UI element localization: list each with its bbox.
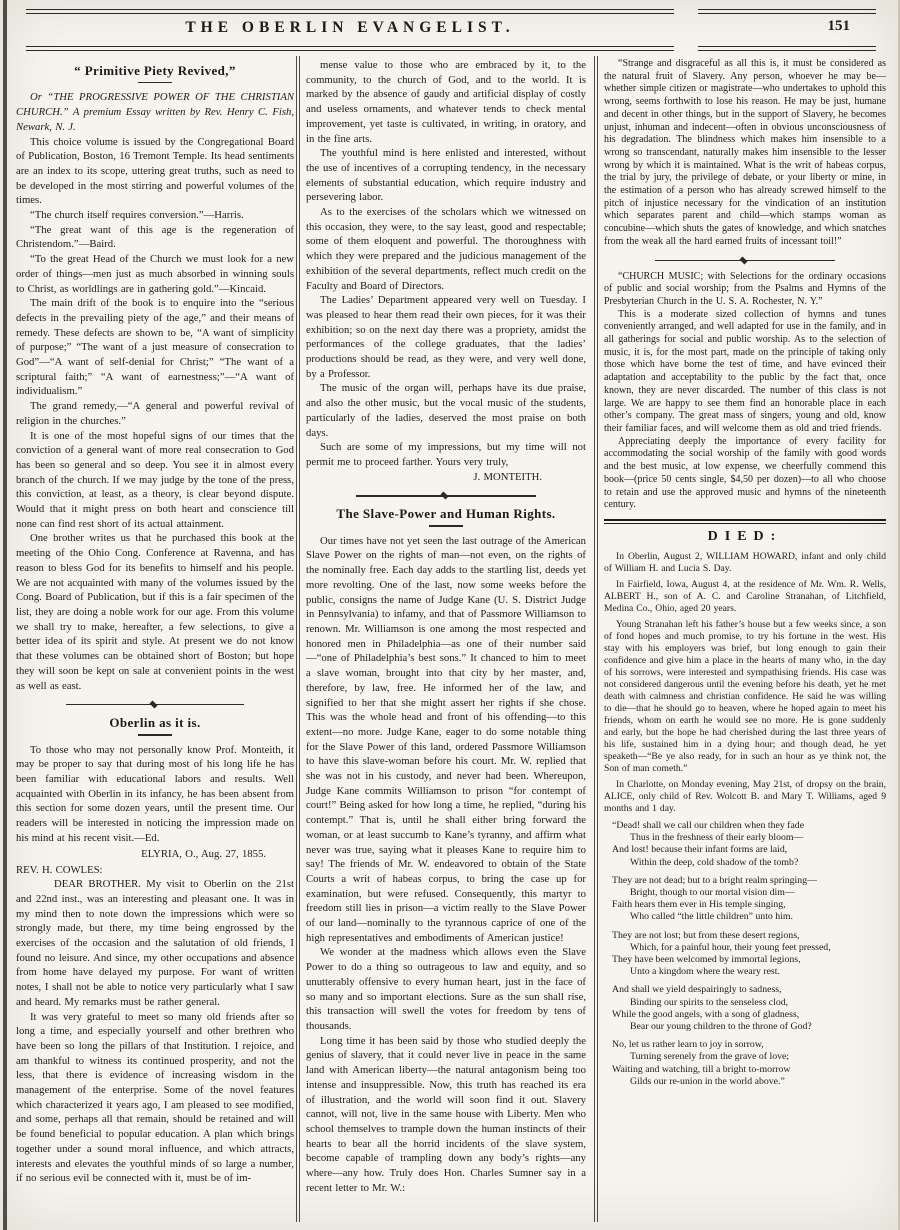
paragraph: This choice volume is issued by the Congregational Board of Publication, Boston, 16 Tremont Temple. Its head sentiments are an index to its scope, uttering great truths, such as need to be developed in the most stirring and powerful volumes of the times.: [16, 135, 294, 207]
poem-line: Bear our young children to the throne of God?: [630, 1020, 812, 1032]
letter-dateline: ELYRIA, O., Aug. 27, 1855.: [141, 847, 266, 860]
paragraph: The grand remedy,—“A general and powerful revival of religion in the churches.”: [16, 400, 294, 427]
memorial-poem: [604, 820, 886, 1088]
page-number: 151: [827, 18, 850, 34]
paragraph: This is a moderate sized collection of hymns and tunes conveniently arranged, and well adapted for use in the family, and in all gatherings for social and public worship. As to the selection of music, it is, for the most part, made on the principle of taking only those which have borne the test of time, and have evinced their adaptation and acceptability to the public by the fact that, once known, they are never discarded. The number of this class is not large. We are happy to see them find an honorable place in each other’s company. The great mass of singers, young and old, know their familiar faces, and will welcome them as old and tried friends.: [604, 308, 886, 434]
poem-line: Gilds our re-union in the world above.”: [630, 1075, 785, 1087]
poem-line: Binding our spirits to the senseless clod,: [630, 996, 789, 1008]
obituary-entry: In Fairfield, Iowa, August 4, at the residence of Mr. Wm. R. Wells, ALBERT H., son of A. C. and Caroline Stranahan, of Litchfield, Medina Co., Ohio, aged 20 years.: [604, 578, 886, 614]
poem-stanza: [604, 984, 886, 1033]
letter-salutation: REV. H. COWLES:: [16, 863, 103, 876]
paragraph: Long time it has been said by those who studied deeply the genius of slavery, that it could never live in peace in the same land with American liberty—the natural antagonism being too intense and insuppressible. Now, this truth has reached its era of illustration, and the world will soon find it out. Slavery cannot, will not, live in the same house with Liberty. Men who school themselves to trample down the human instincts of their hearts to bear all the horrid incidents of the slave system, become capable of trampling down any body’s rights—any where—any how. Truly does Hon. Charles Sumner say in a recent letter to Mr. W.:: [306, 1034, 586, 1194]
died-section-rule: [604, 519, 886, 524]
masthead-title: THE OBERLIN EVANGELIST.: [185, 19, 515, 36]
paragraph: It is one of the most hopeful signs of our times that the conviction of a general want of more real consecration to God has been so general and so deep. You see it in almost every branch of the church. If we may judge by the tone of the press, this conviction, at least, as a theory, is clear beyond dispute. Would that it might press on both heart and conscience till none can find rest short of its actual attainment.: [16, 429, 294, 530]
poem-line: They have been welcomed by immortal legions,: [612, 953, 801, 965]
poem-line: Bright, though to our mortal vision dim—: [630, 886, 795, 898]
paragraph: Such are some of my impressions, but my time will not permit me to proceed farther. Yours very truly,: [306, 441, 586, 468]
poem-line: And shall we yield despairingly to sadness,: [612, 984, 782, 996]
poem-line: No, let us rather learn to joy in sorrow,: [612, 1039, 764, 1051]
paragraph: “The church itself requires conversion.”—Harris.: [30, 209, 244, 222]
poem-line: They are not lost; but from these desert regions,: [612, 929, 800, 941]
poem-line: While the good angels, with a song of gladness,: [612, 1008, 800, 1020]
poem-line: Turning serenely from the grave of love;: [630, 1051, 790, 1063]
paragraph: It was very grateful to meet so many old friends after so long a time, and especially yourself and other brethren who have been so long the pillars of that Institution. I rejoice, and am thankful to witness its continued prosperity, and not the less, that there is evidence of increasing wisdom in the management of the enterprise. Some of the novel features which characterized it years ago, I am pleased to see modified, and some, perhaps all that remain, should be retained and will be found beneficial to popular education. A plan which brings together under a sound moral influence, and which attracts, interests and elevates the youthful minds of so large a number, if no serious evil be connected with it, must be of im-: [16, 1010, 294, 1185]
section-divider: [655, 256, 835, 265]
title-rule: [138, 82, 172, 83]
obituary-entry: Young Stranahan left his father’s house but a few weeks since, a son of fond hopes and much promise, to try his fortune in the west. His stay with his employers was brief, but long enough to gain their confidence and give him a place in the hearts of many who, in the day of his sorrows, were interested and sympathising friends. His case was not considered dangerous until the evening before his death, yet he met death with calmness and christian confidence. He said he was willing to die—that he should go to heaven, where he hoped again to meet his friends, whom on earth he would see no more. He is gone suddenly and early, but the hope he had cherished during the last three years of his life, sustained him in a dying hour; and though dead, he yet speaketh—“Be ye also ready, for in such an hour as ye think not, the Son of man cometh.”: [604, 618, 886, 774]
paragraph: As to the exercises of the scholars which we witnessed on this occasion, they were, to the say least, good and respectable; some of them eloquent and powerful. The thoroughness with which they were prepared and the judicious management of the exhibition of the several departments, reflect much credit on the Faculty and Board of Directors.: [306, 206, 586, 292]
header-rule-top-right: [698, 9, 876, 14]
paragraph: Our times have not yet seen the last outrage of the American Slave Power on the rights of man—not even, on the rights of the nominally free. Each day adds to the startling list, deeds yet more revolting. One of the last, now some weeks before the public, consigns the name of Judge Kane (U. S. District Judge in Pennsylvania) to infamy, and that of Passmore Williamson to renown. Mr. Williamson is one among the most respected and honored men in Philadelphia—as one of their number said—“one of Philadelphia’s best sons.” It chanced to him to meet a slave woman, brought into that city by her master, and, therefore, by law, free. He informed her of the law, and signified to her that she might assert her rights if she chose. This was the whole head and front of his offending—to this extent—no more. Judge Kane, eager to do some notable thing for the Slave Power of this land, ordered Passmore Williamson to have this slave-woman before his court. Mr. W. replied that she was not in his custody, and never had been. Whereupon, Judge Kane commits Williamson to prison “for contempt of court!” Being asked for how long a time, he replied, “during his contempt.” That is, until he shall either bring forward the woman, or at least succumb to Kane’s tyranny, and affirm what never was true, saying what it pleases Kane to require him to say! The friends of Mr. W. endeavored to obtain of the State Courts a writ of habeas corpus, to bring the case up for examination, but were refused. Consequently, this martyr to freedom still lies in prison—a victim really to the Slave Power of our land—nominally to the tyrannous caprice of one of the high representatives and embodiments of American justice!: [306, 534, 586, 944]
paragraph: DEAR BROTHER. My visit to Oberlin on the 21st and 22nd inst., was an interesting and pleasant one. It was in my mind then to note down the impressions which were so strongly made, but there, my time being engrossed by the exercises of the occasion and the salutation of old friends, I found no leisure. And since, my other occupations and absence from home have delayed my purpose. For want of written notes, I shall not be able to notice very particularly what I saw and heard. My remarks must be rather general.: [16, 878, 294, 1008]
poem-line: And lost! because their infant forms are laid,: [612, 844, 788, 856]
poem-line: They are not dead; but to a bright realm springing—: [612, 874, 817, 886]
paragraph: The music of the organ will, perhaps have its due praise, and also the other music, but the vocal music of the students, particularly of the ladies, deserved the most praise on both days.: [306, 382, 586, 439]
poem-line: Within the deep, cold shadow of the tomb?: [630, 856, 799, 868]
church-music-notice: “CHURCH MUSIC; with Selections for the ordinary occasions of public and social worship; from the Psalms and Hymns of the Presbyterian Church in the U. S. A. Rochester, N. Y.”: [604, 270, 886, 307]
column-2: [306, 58, 586, 1222]
poem-line: Unto a kingdom where the weary rest.: [630, 966, 780, 978]
title-rule: [138, 734, 172, 735]
column-divider-rule-2: [594, 56, 598, 1222]
obituary-entry: In Oberlin, August 2, WILLIAM HOWARD, infant and only child of William H. and Lucia S. Day.: [604, 550, 886, 574]
paragraph: One brother writes us that he purchased this book at the meeting of the Ohio Cong. Conference at Ravenna, and has reason to bless God for its benefits to himself and his people. We are not acquainted with many of the volumes issued by the Cong. Board of Publication, but if this is a fair specimen of the list, they are doing a noble work for our age. From this volume we shall try to make, hereafter, a few selections, to give a better idea of its spirit and style. At present we do not know that these volumes can be obtained short of Boston; but hope they will soon be kept on sale at convenient points in the west as well as east.: [16, 532, 294, 692]
obituary-entry: In Charlotte, on Monday evening, May 21st, of dropsy on the brain, ALICE, only child of Rev. Wolcott B. and Mary T. Williams, aged 9 months and 1 day.: [604, 778, 886, 814]
column-3: [604, 58, 886, 1222]
letter-signature: J. MONTEITH.: [473, 470, 542, 483]
poem-line: Waiting and watching, till a bright to-morrow: [612, 1063, 791, 1075]
column-1: [16, 58, 294, 1222]
paragraph: The youthful mind is here enlisted and interested, without the use of incentives of a corrupting tendency, in the necessary elements of substantial education, which require industry and persevering labor.: [306, 147, 586, 204]
paragraph: mense value to those who are embraced by it, to the community, to the church of God, and to the world. It is marked by the absence of gaudy and artificial display of costly and useless ornaments, and whatever tends to check mental improvement, yet taste is cultivated, in writing, in oratory, and in the fine arts.: [306, 59, 586, 145]
paragraph: “To the great Head of the Church we must look for a new order of things—men just as much absorbed in winning souls to Christ, as worldlings are in gathering gold.”—Kincaid.: [16, 253, 294, 295]
article-title-primitive-piety: “ Primitive Piety Revived,”: [74, 63, 236, 78]
header-rule-bottom-left: [26, 46, 674, 51]
header-rule-bottom-right: [698, 46, 876, 51]
paragraph: Appreciating deeply the importance of every facility for accommodating the social worship of the family with good words and the best music, at low expense, we cheerfully commend this book—(price 50 cents single, $4,50 per dozen)—to all who choose to retain and use the approved music and hymns of the nineteenth century.: [604, 435, 886, 511]
article-title-slave-power: The Slave-Power and Human Rights.: [336, 506, 556, 522]
poem-line: “Dead! shall we call our children when they fade: [612, 819, 805, 831]
article-title-oberlin-as-it-is: Oberlin as it is.: [109, 715, 201, 731]
title-rule: [429, 525, 463, 526]
poem-line: Who called “the little children” unto him.: [630, 911, 793, 923]
paragraph: The main drift of the book is to enquire into the “serious defects in the prevailing piety of the age,” and their means of remedy. These defects are shown to be, “A want of simplicity of purpose;” “The want of a just measure of consecration to God”—“A want of self-denial for Christ;” “The want of a scriptural faith;” “A want of earnestness;”—“A want of individualism.”: [16, 297, 294, 398]
paragraph: To those who may not personally know Prof. Monteith, it may be proper to say that during most of his long life he has been familiar with educational labors and results. Well acquainted with Oberlin in its infancy, he has been absent from this section for some dozen years, until the present time. Our readers will be interested in noticing the impression made on his mind at his recent visit.—Ed.: [16, 743, 294, 844]
poem-line: Thus in the freshness of their early bloom—: [630, 832, 804, 844]
section-divider: [356, 491, 535, 500]
poem-stanza: [604, 820, 886, 869]
poem-stanza: [604, 875, 886, 924]
sumner-quote-paragraph: “Strange and disgraceful as all this is, it must be considered as the natural fruit of Slavery. Any person, whoever he may be—whether simple citizen or magistrate—who undertakes to uphold this wrong, seems forthwith to lose his reason. He may be just, humane and decent in other things, but in the support of Slavery, he becomes unjust, inhuman and indecent—often in obvious unconsciousness of his degradation. The blindness which makes him insensible to a wrong so transcendant, naturally makes him insensible to the lesser wrong by which it is maintained. What is the writ of habeas corpus, the trial by jury, the privilege of debate, or your liberty or mine, in the estimation of a person who has already screwed himself to the pitch of injustice necessary for the vindication of an institution which separates parent and child—which stamps woman as concubine—which shuts the gates of knowledge, and which snatches from the weak all the hard earned fruits of incessant toil!”: [604, 58, 886, 247]
paragraph: “The great want of this age is the regeneration of Christendom.”—Baird.: [16, 223, 294, 251]
article-byline: Or “THE PROGRESSIVE POWER OF THE CHRISTIAN CHURCH.” A premium Essay written by Rev. Henry C. Fish, Newark, N. J.: [16, 91, 294, 133]
section-divider: [66, 700, 244, 709]
poem-stanza: [604, 1039, 886, 1088]
paragraph: The Ladies’ Department appeared very well on Tuesday. I was pleased to hear them read their own pieces, for it was their exhibition; so on the next day there was a propriety, amidst the performances of the college graduates, that the ladies’ productions should be read, as they were, and very well done, by a Professor.: [306, 294, 586, 380]
paragraph: We wonder at the madness which allows even the Slave Power to do a thing so outrageous to law and equity, and so unutterably offensive to every human heart, just in the face of so many and so important elections. Sure as the sun shall rise, this transaction will swell the votes for freedom by tens of thousands.: [306, 946, 586, 1032]
column-divider-rule-1: [296, 56, 300, 1222]
poem-line: Which, for a painful hour, their young feet pressed,: [630, 941, 831, 953]
scan-edge-artifact: [3, 0, 7, 1230]
died-section-title: DIED:: [707, 528, 783, 544]
poem-stanza: [604, 930, 886, 979]
poem-line: Faith hears them ever in His temple singing,: [612, 899, 786, 911]
header-rule-top-left: [26, 9, 674, 14]
